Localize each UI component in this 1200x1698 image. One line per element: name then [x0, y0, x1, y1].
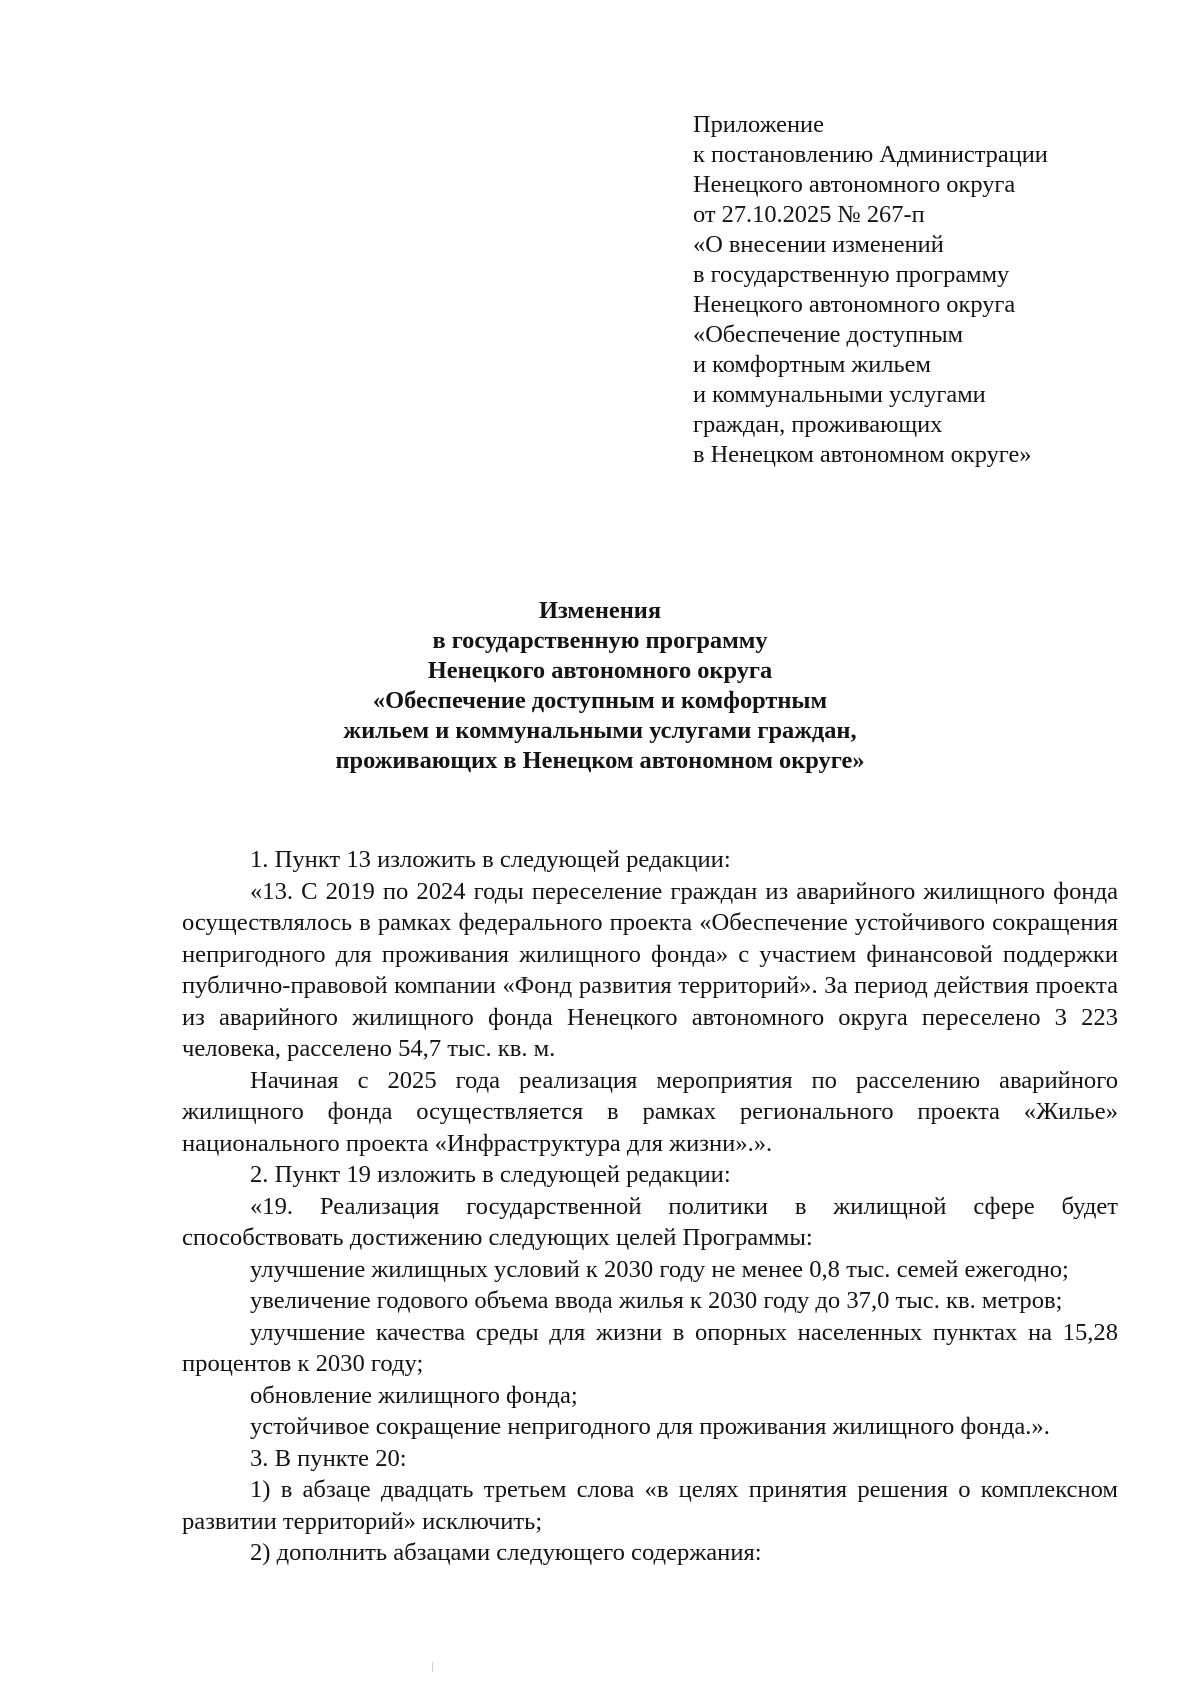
- appendix-block: [693, 110, 1153, 470]
- document-title: [0, 596, 1200, 776]
- appendix-line: «О внесении изменений: [693, 231, 944, 258]
- title-line: Изменения: [538, 597, 662, 624]
- title-line: жильем и коммунальными услугами граждан,: [343, 717, 857, 744]
- appendix-line: Приложение: [693, 111, 824, 138]
- paragraph-goal-renewal: обновление жилищного фонда;: [250, 1381, 578, 1409]
- appendix-line: к постановлению Администрации: [693, 141, 1048, 168]
- paragraph-item-1: 1. Пункт 13 изложить в следующей редакции:: [250, 846, 731, 873]
- paragraph-item-2: 2. Пункт 19 изложить в следующей редакции:: [250, 1161, 731, 1188]
- paragraph-goal-housing: улучшение жилищных условий к 2030 году не менее 0,8 тыс. семей ежегодно;: [250, 1255, 1069, 1283]
- appendix-line: в государственную программу: [693, 261, 1010, 288]
- appendix-line: и коммунальными услугами: [693, 381, 986, 408]
- appendix-line: граждан, проживающих: [693, 411, 943, 438]
- appendix-line: и комфортным жильем: [693, 351, 931, 378]
- title-line: в государственную программу: [432, 627, 768, 654]
- paragraph-subitem-2: 2) дополнить абзацами следующего содержания:: [250, 1539, 762, 1566]
- title-line: Ненецкого автономного округа: [427, 657, 773, 684]
- appendix-line: в Ненецком автономном округе»: [693, 441, 1032, 468]
- paragraph-goal-construction: увеличение годового объема ввода жилья к 2030 году до 37,0 тыс. кв. метров;: [250, 1287, 1063, 1314]
- title-line: «Обеспечение доступным и комфортным: [372, 687, 828, 714]
- appendix-line: Ненецкого автономного округа: [693, 291, 1016, 318]
- paragraph-resettlement-2025: Начиная с 2025 года реализация мероприятия по расселению аварийного жилищного фонда осуществляется в рамках регионального проекта «Жилье» национального проекта «Инфраструктура для жизни».».: [182, 1066, 1118, 1157]
- document-body: [182, 844, 1118, 1569]
- paragraph-subitem-1: 1) в абзаце двадцать третьем слова «в целях принятия решения о комплексном развитии территорий» исключить;: [182, 1476, 1118, 1535]
- scan-artifact: [432, 1662, 433, 1672]
- appendix-line: «Обеспечение доступным: [693, 321, 964, 348]
- paragraph-point-19: «19. Реализация государственной политики в жилищной сфере будет способствовать достижению следующих целей Программы:: [182, 1192, 1118, 1251]
- paragraph-item-3: 3. В пункте 20:: [250, 1444, 407, 1472]
- appendix-line: Ненецкого автономного округа: [693, 171, 1016, 198]
- paragraph-goal-environment: улучшение качества среды для жизни в опорных населенных пунктах на 15,28 процентов к 2030 году;: [182, 1318, 1118, 1377]
- appendix-line: от 27.10.2025 № 267-п: [693, 201, 925, 228]
- title-line: проживающих в Ненецком автономном округе»: [335, 747, 865, 774]
- paragraph-goal-reduction: устойчивое сокращение непригодного для проживания жилищного фонда.».: [250, 1413, 1050, 1440]
- paragraph-point-13: «13. С 2019 по 2024 годы переселение граждан из аварийного жилищного фонда осуществлялось в рамках федерального проекта «Обеспечение устойчивого сокращения непригодного для проживания жилищного фонда» с участием финансовой поддержки публично-правовой компании «Фонд развития территорий». За период действия проекта из аварийного жилищного фонда Ненецкого автономного округа переселено 3 223 человека, расселено 54,7 тыс. кв. м.: [182, 877, 1118, 1062]
